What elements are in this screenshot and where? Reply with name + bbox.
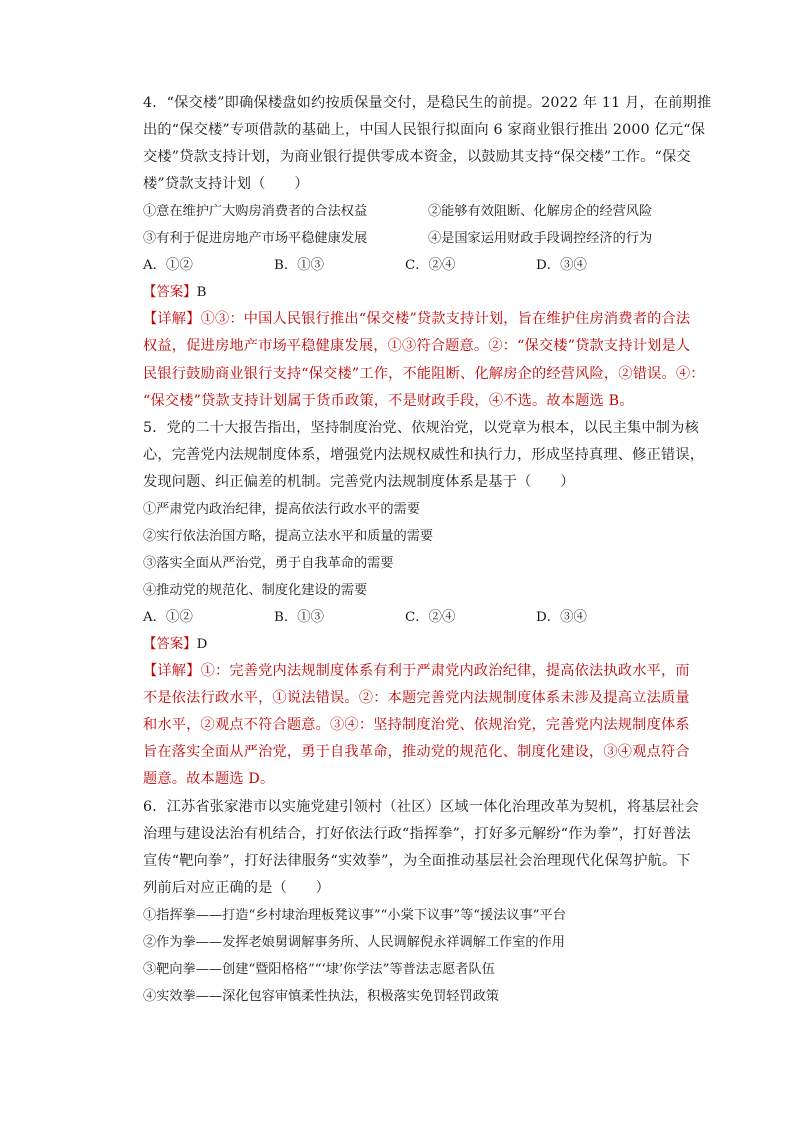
detail-tag: 【详解】 (143, 663, 201, 680)
question-5 (143, 415, 705, 794)
choice-b: B．①③ (274, 610, 325, 626)
question-4 (143, 90, 712, 415)
choice-a: A．①② (143, 258, 193, 274)
option-row (143, 225, 675, 252)
answer-choices (143, 604, 675, 631)
question-4-stem (143, 90, 712, 198)
option-4: ④是国家运用财政手段调控经济的行为 (428, 231, 653, 247)
stem-line: 发现问题、纠正偏差的机制。完善党内法规制度体系是基于（ ） (143, 473, 575, 490)
detail-line: 不是依法行政水平，①说法错误。②：本题完善党内法规制度体系未涉及提高立法质量 (143, 690, 690, 707)
question-6 (143, 794, 699, 1010)
choice-d: D．③④ (536, 610, 587, 626)
detail-line: 旨在落实全面从严治党，勇于自我革命，推动党的规范化、制度化建设，③④观点符合 (143, 744, 690, 761)
option-1: ①指挥拳——打造“乡村埭治理板凳议事”“小棠下议事”等“援法议事”平台 (143, 907, 566, 923)
choice-a: A．①② (143, 610, 193, 626)
stem-line: 出的“保交楼”专项借款的基础上，中国人民银行拟面向 6 家商业银行推出 2000 亿元“保 (143, 122, 706, 139)
choice-d: D．③④ (536, 258, 587, 274)
detail-block (143, 306, 705, 414)
detail-block (143, 658, 690, 793)
stem-line: 列前后对应正确的是（ ） (143, 879, 331, 896)
option-3: ③靶向拳——创建“暨阳格格”“‘埭’你学法”等普法志愿者队伍 (143, 961, 495, 977)
detail-line: 题意。故本题选 D。 (143, 771, 275, 788)
detail-line: “保交楼”贷款支持计划属于货币政策，不是财政手段，④不选。故本题选 B。 (143, 392, 634, 409)
option-2: ②作为拳——发挥老娘舅调解事务所、人民调解倪永祥调解工作室的作用 (143, 934, 565, 950)
detail-line: ①：完善党内法规制度体系有利于严肃党内政治纪律，提高依法执政水平，而 (200, 663, 690, 680)
option-2: ②实行依法治国方略，提高立法水平和质量的需要 (143, 529, 434, 545)
answer-line (143, 631, 675, 658)
document-page (143, 90, 712, 1010)
answer-value: B (196, 285, 207, 301)
option-2: ②能够有效阻断、化解房企的经营风险 (428, 204, 653, 220)
option-1: ①严肃党内政治纪律，提高依法行政水平的需要 (143, 502, 420, 518)
stem-line: 宣传“靶向拳”，打好法律服务“实效拳”，为全面推动基层社会治理现代化保驾护航。下 (143, 852, 691, 869)
answer-tag: 【答案】 (143, 285, 197, 301)
stem-line: 6．江苏省张家港市以实施党建引领村（社区）区域一体化治理改革为契机，将基层社会 (143, 798, 699, 815)
answer-choices (143, 252, 675, 279)
option-3: ③有利于促进房地产市场平稳健康发展 (143, 231, 368, 247)
question-5-stem (143, 415, 705, 496)
answer-value: D (196, 637, 208, 653)
detail-line: 和水平，②观点不符合题意。③④：坚持制度治党、依规治党，完善党内法规制度体系 (143, 717, 690, 734)
answer-tag: 【答案】 (143, 637, 197, 653)
stem-line: 交楼”贷款支持计划，为商业银行提供零成本资金，以鼓励其支持“保交楼”工作。“保交 (143, 149, 691, 166)
detail-line: 权益，促进房地产市场平稳健康发展，①③符合题意。②：“保交楼”贷款支持计划是人 (143, 338, 691, 355)
answer-line (143, 279, 675, 306)
stem-line: 心，完善党内法规制度体系，增强党内法规权威性和执行力，形成坚持真理、修正错误， (143, 446, 705, 463)
option-3: ③落实全面从严治党，勇于自我革命的需要 (143, 556, 394, 572)
stem-line: 治理与建设法治有机结合，打好依法行政“指挥拳”，打好多元解纷“作为拳”，打好普法 (143, 825, 691, 842)
choice-c: C．②④ (405, 610, 456, 626)
detail-line: ①③：中国人民银行推出“保交楼”贷款支持计划，旨在维护住房消费者的合法 (200, 311, 691, 328)
stem-line: 5．党的二十大报告指出，坚持制度治党、依规治党，以党章为根本，以民主集中制为核 (143, 419, 699, 436)
stem-line: 4．“保交楼”即确保楼盘如约按质保量交付，是稳民生的前提。2022 年 11 月，在前期推 (143, 95, 712, 111)
question-6-stem (143, 794, 699, 902)
choice-b: B．①③ (274, 258, 325, 274)
option-4: ④实效拳——深化包容审慎柔性执法，积极落实免罚轻罚政策 (143, 988, 500, 1004)
option-row (143, 198, 675, 225)
stem-line: 楼”贷款支持计划（ ） (143, 176, 309, 193)
detail-line: 民银行鼓励商业银行支持“保交楼”工作，不能阻断、化解房企的经营风险，②错误。④： (143, 365, 705, 382)
choice-c: C．②④ (405, 258, 456, 274)
detail-tag: 【详解】 (143, 311, 201, 328)
option-1: ①意在维护广大购房消费者的合法权益 (143, 204, 368, 220)
option-4: ④推动党的规范化、制度化建设的需要 (143, 583, 368, 599)
